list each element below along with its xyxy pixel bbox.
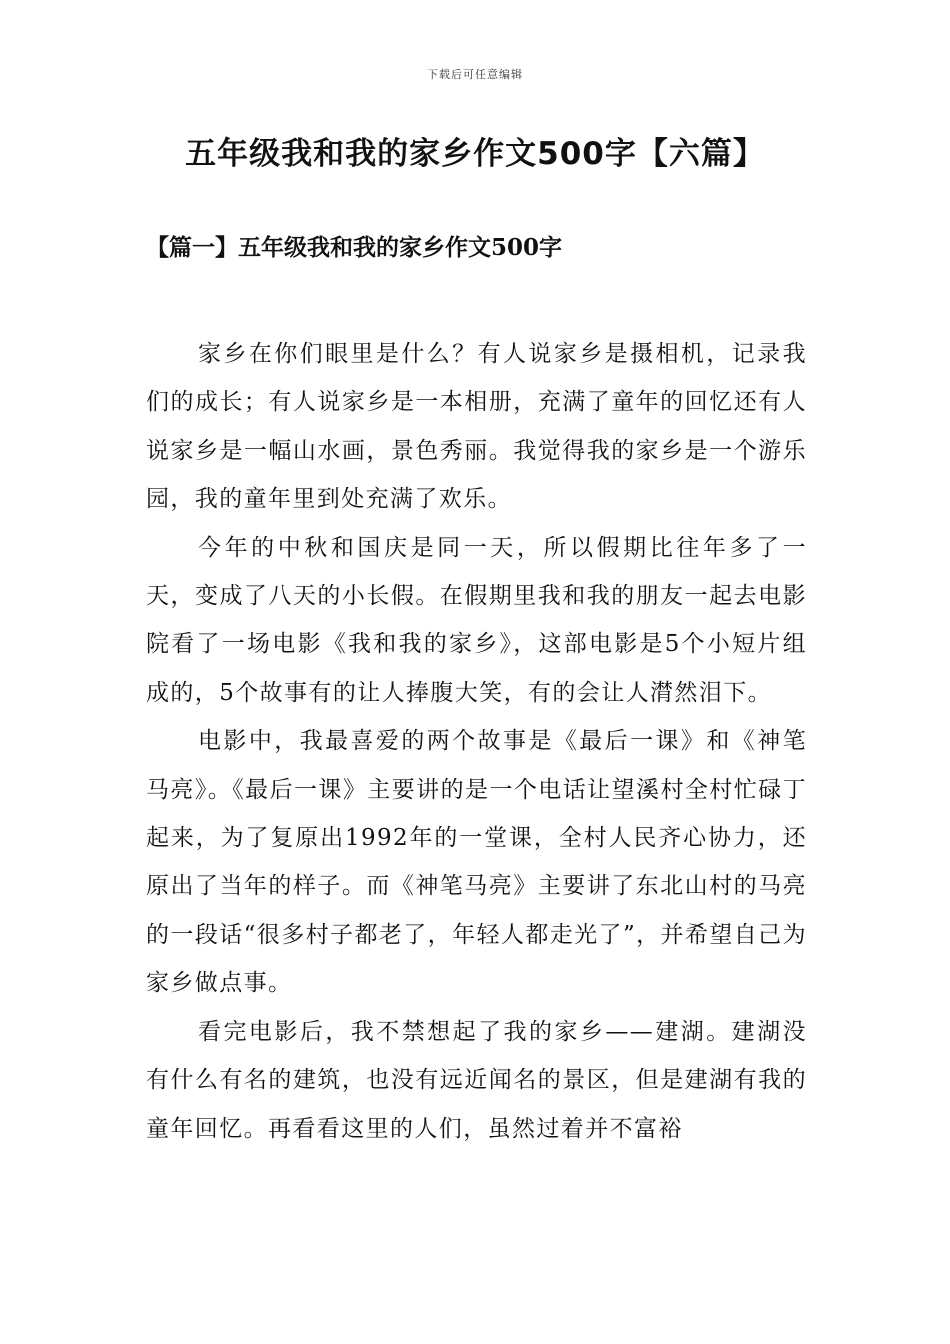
header-note: 下载后可任意编辑 <box>427 68 523 81</box>
paragraph-2: 今年的中秋和国庆是同一天，所以假期比往年多了一天，变成了八天的小长假。在假期里我和我的朋友一起去电影 院看了一场电影《我和我的家乡》，这部电影是5个小短片组成的，5个故事有的让人捧腹大笑，有的会让人潸然泪下。 <box>146 534 807 706</box>
paragraph-3: 电影中，我最喜爱的两个故事是《最后一课》和《神笔马亮》。《最后一课》主要讲的是一个电话让望溪村全村忙碌丁起来，为了复原出1992年的一堂课，全村人民齐心协力，还原出了当年的样子。而《神笔马亮》主要讲了东北山村的马亮的一段话“很多村子都老了，年轻人都走光了”，并希望自己为家乡做点事。 <box>146 728 807 997</box>
paragraph-1: 家乡在你们眼里是什么？有人说家乡是摄相机，记录我们的成长；有人说家乡是一本相册，充满了童年的回忆还有人说家乡是一幅山水画，景色秀丽。我觉得我的家乡是一个游乐园，我的童年里到处充满了欢乐。 <box>146 341 807 513</box>
paragraph-4: 看完电影后，我不禁想起了我的家乡——建湖。建湖没有什么有名的建筑，也没有远近闻名的景区，但是建湖有我的童年回忆。再看看这里的人们，虽然过着并不富裕 <box>146 1018 807 1142</box>
section-heading: 【篇一】五年级我和我的家乡作文500字 <box>146 234 563 261</box>
document-title: 五年级我和我的家乡作文500字【六篇】 <box>185 136 765 172</box>
body-text <box>146 330 807 1153</box>
